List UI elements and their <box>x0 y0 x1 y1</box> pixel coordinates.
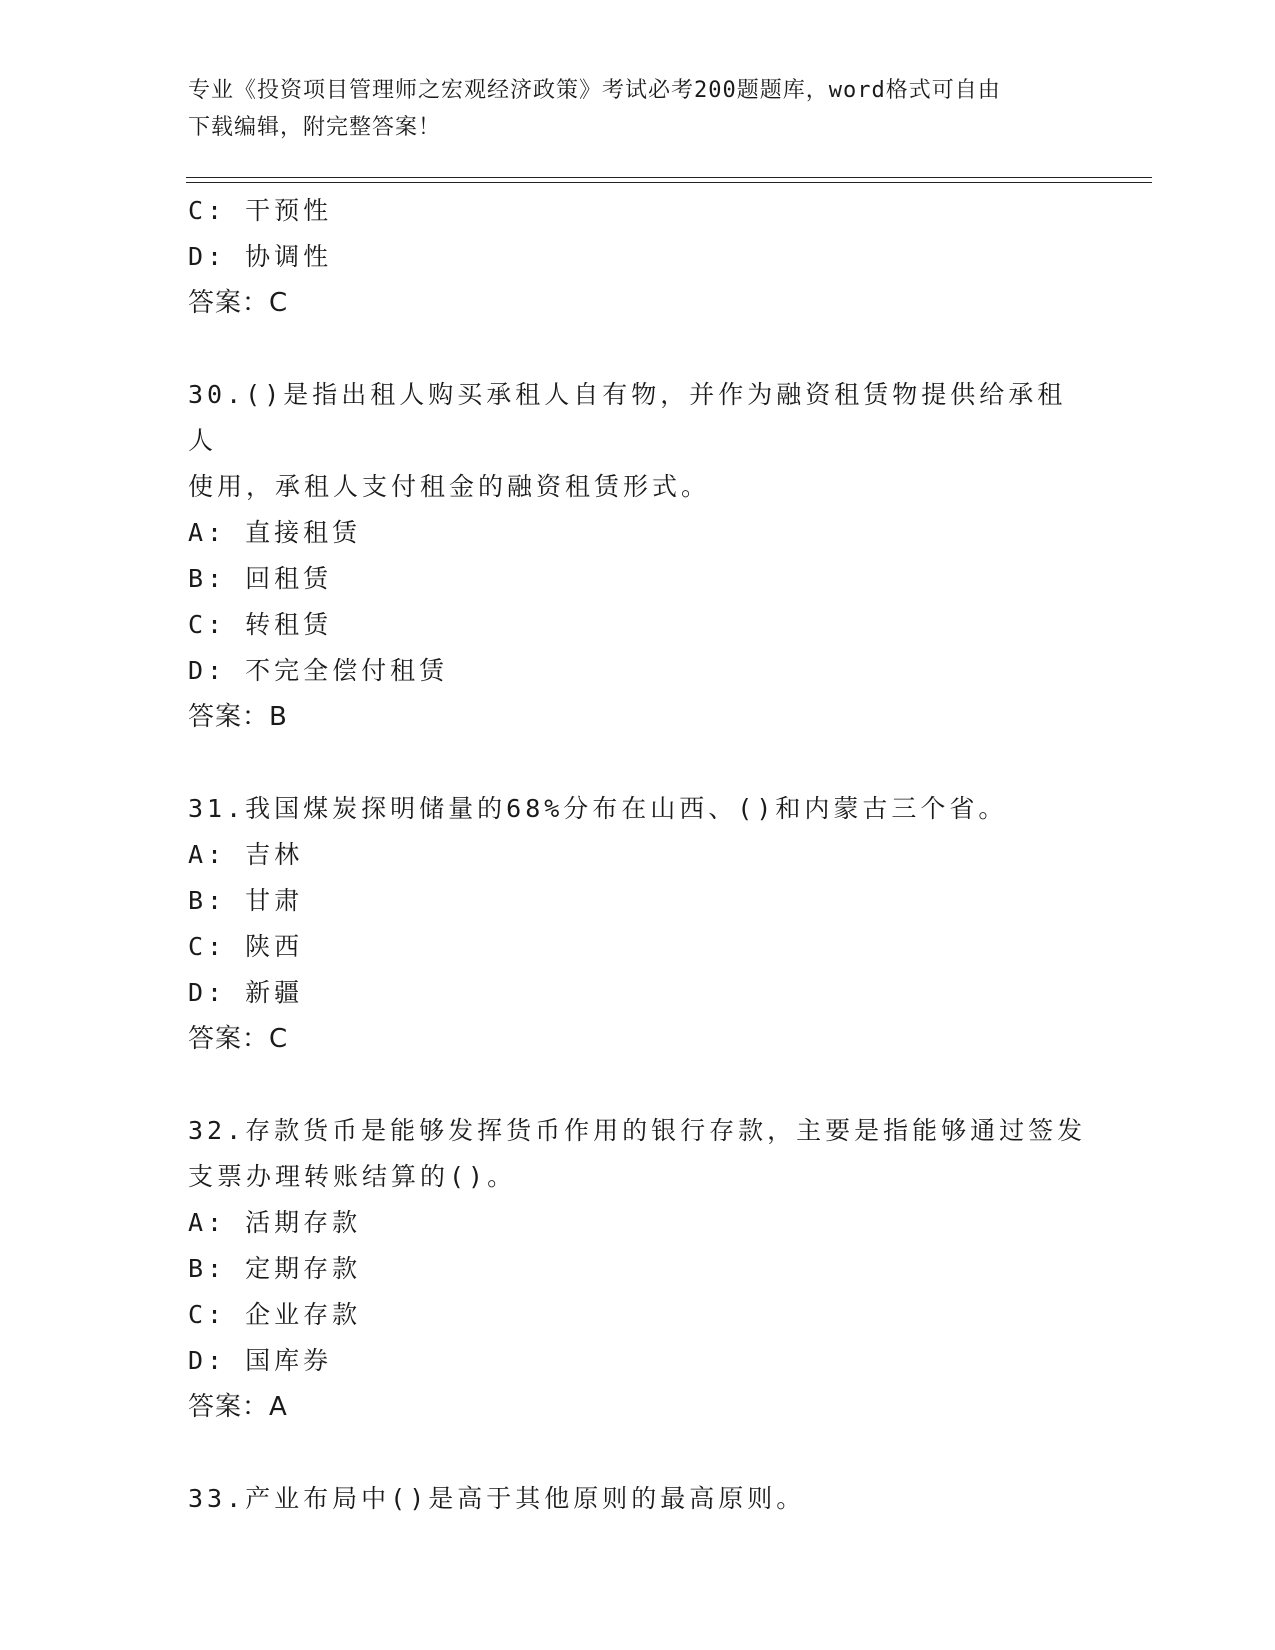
option-label: A: <box>188 518 227 547</box>
header-line-2: 下载编辑，附完整答案！ <box>188 115 442 140</box>
option-text: 转租赁 <box>245 610 333 639</box>
answer-line: 答案：C <box>188 1024 289 1054</box>
question-text-line: 33.产业布局中()是高于其他原则的最高原则。 <box>188 1484 806 1513</box>
option-c <box>188 602 1088 648</box>
option-label: D: <box>188 656 227 685</box>
document-header <box>188 72 1088 146</box>
option-text: 协调性 <box>245 242 333 271</box>
option-d <box>188 1338 1088 1384</box>
option-label: D: <box>188 242 227 271</box>
question-text-line: 使用，承租人支付租金的融资租赁形式。 <box>188 472 711 501</box>
question-text-line: 31.我国煤炭探明储量的68%分布在山西、()和内蒙古三个省。 <box>188 794 1008 823</box>
document-body <box>188 188 1088 1522</box>
question-31 <box>188 786 1088 1062</box>
question-text-line: 支票办理转账结算的()。 <box>188 1162 517 1191</box>
question-33 <box>188 1476 1088 1522</box>
previous-question-tail <box>188 188 1088 326</box>
option-b <box>188 1246 1088 1292</box>
header-line-1: 专业《投资项目管理师之宏观经济政策》考试必考200题题库，word格式可自由 <box>188 78 1001 103</box>
option-text: 吉林 <box>245 840 304 869</box>
option-text: 甘肃 <box>245 886 304 915</box>
option-label: C: <box>188 1300 227 1329</box>
option-text: 国库券 <box>245 1346 333 1375</box>
answer-line: 答案：B <box>188 702 288 732</box>
option-text: 干预性 <box>245 196 333 225</box>
option-label: B: <box>188 886 227 915</box>
option-label: D: <box>188 978 227 1007</box>
option-label: C: <box>188 932 227 961</box>
option-c <box>188 188 1088 234</box>
header-rule-bottom <box>186 182 1152 183</box>
option-text: 直接租赁 <box>245 518 362 547</box>
option-label: C: <box>188 196 227 225</box>
option-c <box>188 1292 1088 1338</box>
option-text: 活期存款 <box>245 1208 362 1237</box>
option-label: C: <box>188 610 227 639</box>
question-text-line: 30.()是指出租人购买承租人自有物，并作为融资租赁物提供给承租人 <box>188 380 1067 455</box>
option-b <box>188 556 1088 602</box>
header-rule-top <box>186 177 1152 178</box>
option-label: B: <box>188 1254 227 1283</box>
option-label: B: <box>188 564 227 593</box>
option-label: D: <box>188 1346 227 1375</box>
option-c <box>188 924 1088 970</box>
option-a <box>188 832 1088 878</box>
option-text: 定期存款 <box>245 1254 362 1283</box>
answer-line: 答案：C <box>188 288 289 318</box>
option-d <box>188 234 1088 280</box>
option-text: 陕西 <box>245 932 304 961</box>
option-text: 不完全偿付租赁 <box>245 656 449 685</box>
option-b <box>188 878 1088 924</box>
option-d <box>188 970 1088 1016</box>
question-text-line: 32.存款货币是能够发挥货币作用的银行存款，主要是指能够通过签发 <box>188 1116 1087 1145</box>
option-d <box>188 648 1088 694</box>
option-label: A: <box>188 840 227 869</box>
question-32 <box>188 1108 1088 1430</box>
option-label: A: <box>188 1208 227 1237</box>
option-text: 企业存款 <box>245 1300 362 1329</box>
option-text: 新疆 <box>245 978 304 1007</box>
answer-line: 答案：A <box>188 1392 288 1422</box>
option-a <box>188 510 1088 556</box>
option-a <box>188 1200 1088 1246</box>
option-text: 回租赁 <box>245 564 333 593</box>
question-30 <box>188 372 1088 740</box>
